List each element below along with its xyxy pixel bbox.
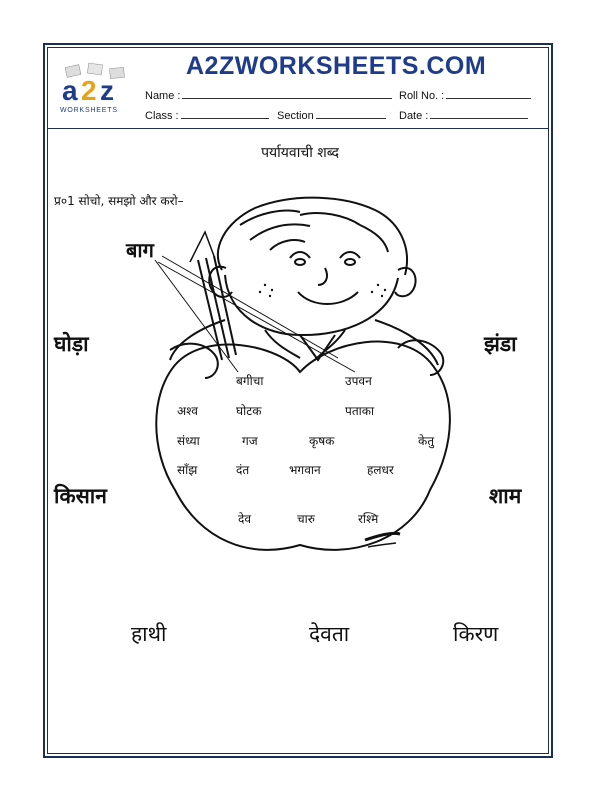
- word-rashmi: रश्मि: [358, 512, 379, 526]
- worksheet-title: पर्यायवाची शब्द: [261, 145, 339, 161]
- word-bhagwan: भगवान: [289, 463, 321, 477]
- word-haldhar: हलधर: [367, 463, 394, 477]
- class-field: Class :: [145, 108, 269, 122]
- word-shaam: शाम: [489, 484, 522, 508]
- word-jhanda: झंडा: [484, 332, 517, 356]
- word-krishak: कृषक: [309, 434, 335, 448]
- name-field: Name :: [145, 88, 392, 102]
- word-bagicha: बगीचा: [236, 374, 264, 388]
- date-field: Date :: [399, 108, 528, 122]
- word-kiran: किरण: [453, 622, 499, 646]
- word-ghoda: घोड़ा: [54, 332, 89, 356]
- word-ketu: केतु: [418, 434, 435, 448]
- word-saanjh: साँझ: [177, 463, 198, 477]
- site-title: A2ZWORKSHEETS.COM: [186, 52, 487, 80]
- word-ghotak: घोटक: [236, 404, 262, 418]
- svg-text:WORKSHEETS: WORKSHEETS: [60, 107, 118, 114]
- svg-text:2: 2: [81, 75, 97, 106]
- question-text: प्र०1 सोचो, समझो और करो–: [54, 194, 184, 208]
- word-sandhya: संध्या: [177, 434, 200, 448]
- word-pataka: पताका: [345, 404, 375, 418]
- word-upvan: उपवन: [345, 374, 372, 388]
- section-field: Section: [277, 108, 386, 122]
- word-kisan: किसान: [54, 484, 107, 508]
- word-ashv: अश्व: [177, 404, 198, 418]
- word-dant: दंत: [236, 463, 250, 477]
- roll-field: Roll No. :: [399, 88, 531, 102]
- svg-text:z: z: [100, 75, 114, 106]
- word-haathi: हाथी: [131, 622, 167, 646]
- word-devta: देवता: [309, 622, 350, 646]
- word-bag: बाग: [126, 238, 154, 262]
- word-dev: देव: [238, 512, 252, 526]
- word-charu: चारु: [297, 512, 315, 526]
- svg-text:a: a: [62, 75, 78, 106]
- word-gaj: गज: [242, 434, 258, 448]
